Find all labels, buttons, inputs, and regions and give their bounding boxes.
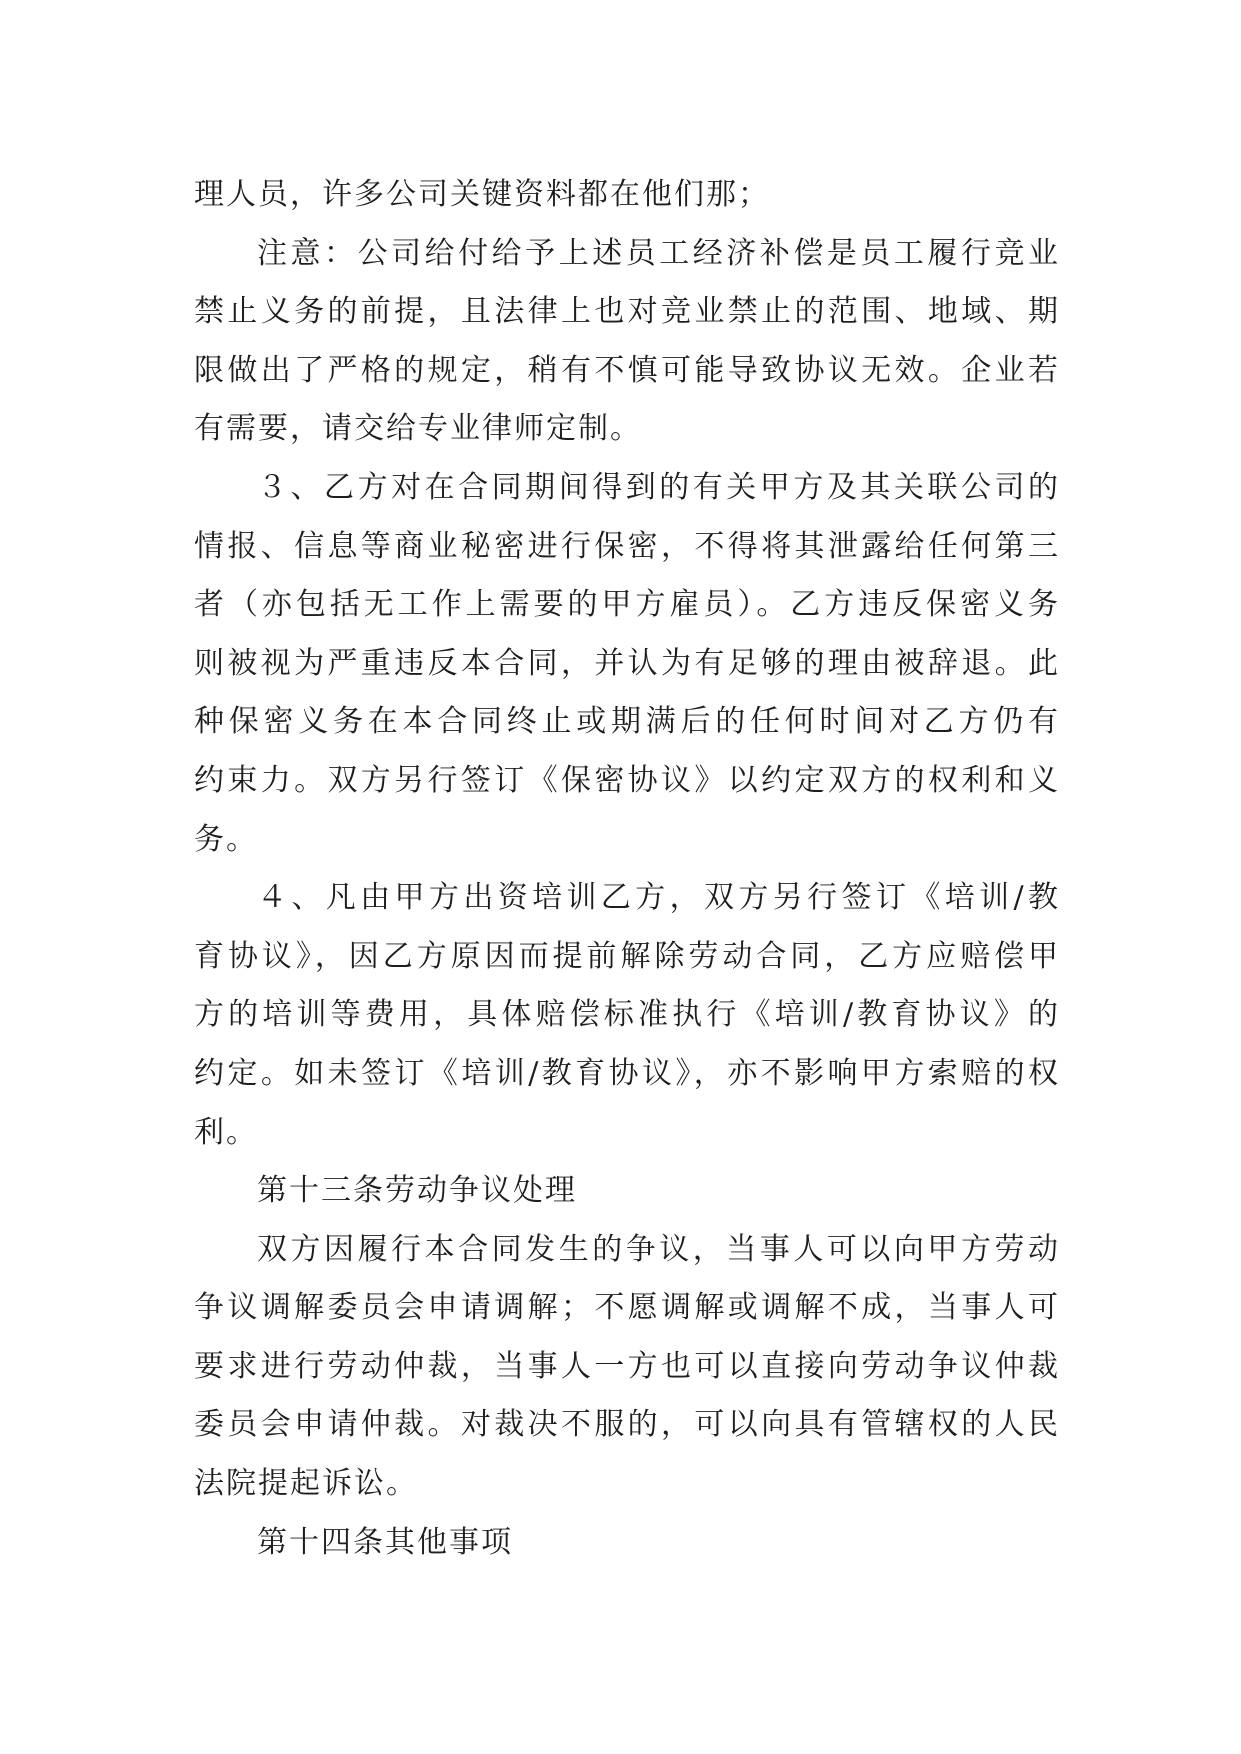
paragraph-continuation (194, 166, 1060, 225)
text-line: 育协议》，因乙方原因而提前解除劳动合同，乙方应赔偿甲 (194, 938, 1060, 974)
article-13-heading (194, 1162, 1060, 1221)
text-line: 方的培训等费用，具体赔偿标准执行《培训/教育协议》的 (194, 997, 1060, 1033)
document-body (194, 166, 1060, 1572)
article-13-body (194, 1221, 1060, 1514)
text-line: 利。 (194, 1114, 258, 1150)
text-line: 者（亦包括无工作上需要的甲方雇员）。乙方违反保密义务 (194, 587, 1060, 623)
text-line: 约定。如未签订《培训/教育协议》，亦不影响甲方索赔的权 (194, 1055, 1060, 1091)
text-line: ３、乙方对在合同期间得到的有关甲方及其关联公司的 (257, 469, 1060, 505)
text-line: 则被视为严重违反本合同，并认为有足够的理由被辞退。此 (194, 645, 1060, 681)
text-line: 理人员，许多公司关键资料都在他们那； (194, 177, 770, 212)
text-line: ４、凡由甲方出资培训乙方，双方另行签订《培训/教 (257, 880, 1060, 916)
text-line: 注意：公司给付给予上述员工经济补偿是员工履行竞业 (257, 235, 1060, 271)
clause-4 (194, 869, 1060, 1162)
text-line: 要求进行劳动仲裁，当事人一方也可以直接向劳动争议仲裁 (194, 1348, 1060, 1384)
text-line: 禁止义务的前提，且法律上也对竞业禁止的范围、地域、期 (194, 294, 1060, 330)
text-line: 双方因履行本合同发生的争议，当事人可以向甲方劳动 (257, 1231, 1060, 1267)
text-line: 委员会申请仲裁。对裁决不服的，可以向具有管辖权的人民 (194, 1407, 1060, 1443)
clause-3 (194, 459, 1060, 869)
text-line: 情报、信息等商业秘密进行保密，不得将其泄露给任何第三 (194, 528, 1060, 564)
article-14-heading (194, 1514, 1060, 1573)
text-line: 限做出了严格的规定，稍有不慎可能导致协议无效。企业若 (194, 352, 1060, 388)
text-line: 法院提起诉讼。 (194, 1466, 418, 1502)
paragraph-note (194, 225, 1060, 459)
text-line: 约束力。双方另行签订《保密协议》以约定双方的权利和义 (194, 762, 1060, 798)
text-line: 务。 (194, 821, 258, 857)
text-line: 种保密义务在本合同终止或期满后的任何时间对乙方仍有 (194, 704, 1060, 740)
text-line: 有需要，请交给专业律师定制。 (194, 411, 642, 447)
section-heading: 第十四条其他事项 (257, 1524, 513, 1560)
text-line: 争议调解委员会申请调解；不愿调解或调解不成，当事人可 (194, 1290, 1060, 1326)
section-heading: 第十三条劳动争议处理 (257, 1173, 577, 1209)
